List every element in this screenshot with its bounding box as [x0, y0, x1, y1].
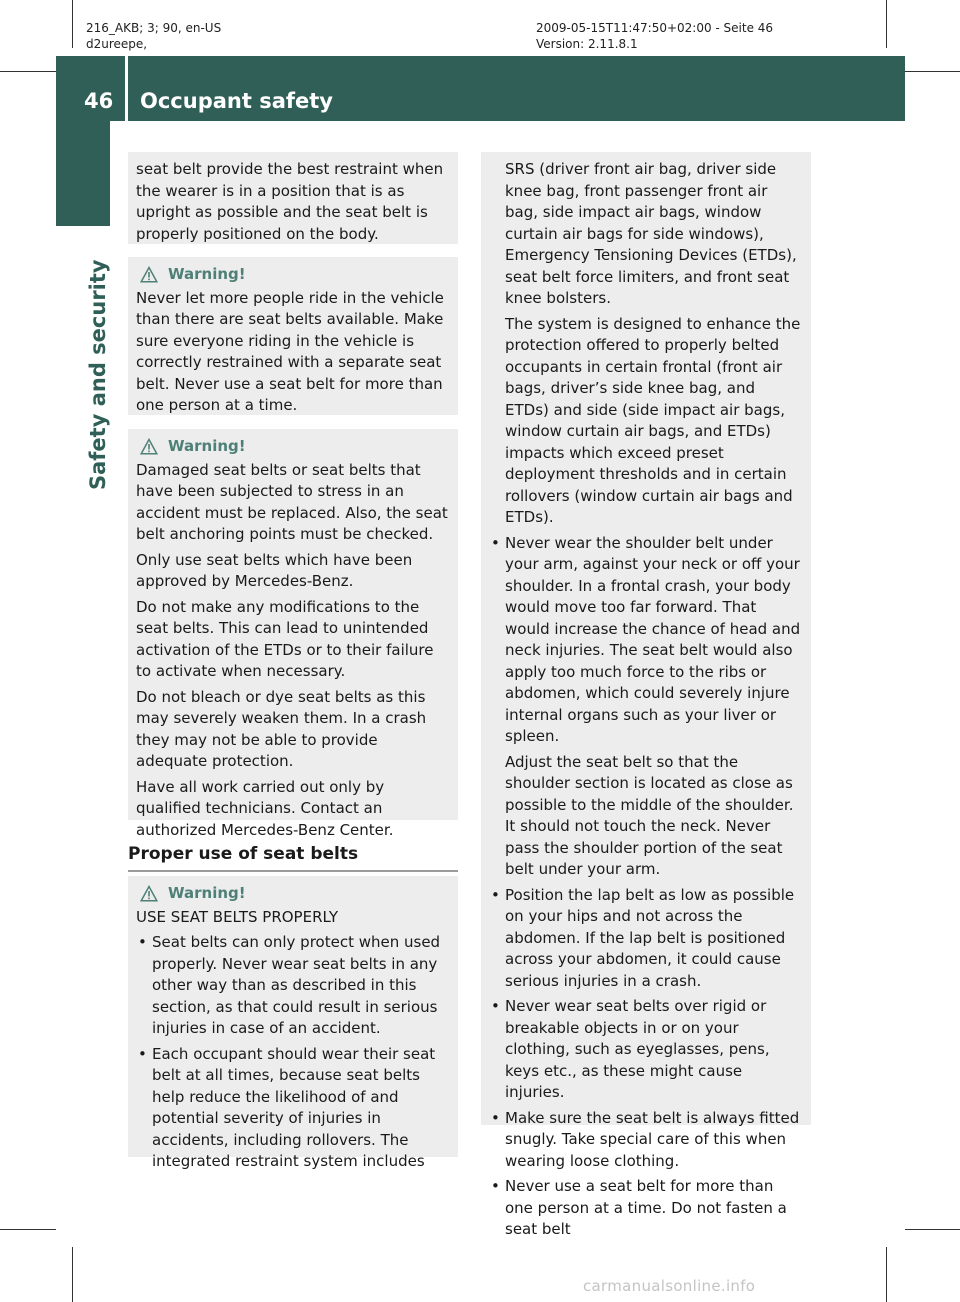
- warning-paragraph: Damaged seat belts or seat belts that have been subjected to stress in an accident must be replaced. Also, the seat belt anchoring points must be checked.: [136, 460, 448, 543]
- warning-title: Warning!: [168, 265, 246, 283]
- print-meta-left-line2: d2ureepe,: [86, 37, 148, 51]
- list-item: • Each occupant should wear their seat belt at all times, because seat belts help reduce the likelihood of and potential severity of injuries in accidents, including rollovers. The integrated restraint system includes: [136, 1044, 450, 1173]
- warning-box-2: [128, 429, 458, 839]
- warning-paragraph: Only use seat belts which have been approved by Mercedes-Benz.: [136, 550, 413, 590]
- print-meta-left-line1: 216_AKB; 3; 90, en-US: [86, 21, 222, 35]
- crop-mark: [72, 1247, 73, 1302]
- crop-mark: [0, 1229, 56, 1230]
- warning-box-1: [128, 257, 458, 415]
- side-tab-box: [56, 121, 110, 226]
- crop-mark: [886, 1247, 887, 1302]
- crop-mark: [72, 0, 73, 48]
- warning-triangle-icon: [140, 266, 158, 283]
- print-meta-right: [536, 20, 773, 52]
- warning-header: [136, 264, 450, 286]
- crop-mark: [905, 71, 960, 72]
- warning-text: Never let more people ride in the vehicle than there are seat belts available. Make sure everyone riding in the vehicle is correctly restrained with a separate seat belt. Never use a seat belt for more than one person at a time.: [136, 288, 444, 414]
- crop-mark: [0, 71, 56, 72]
- warning-triangle-icon: [140, 438, 158, 455]
- warning-triangle-icon: [140, 885, 158, 902]
- watermark: carmanualsonline.info: [583, 1277, 756, 1295]
- list-item: • Never use a seat belt for more than one person at a time. Do not fasten a seat belt: [489, 1176, 803, 1241]
- crop-mark: [905, 1229, 960, 1230]
- warning-paragraph: Have all work carried out only by qualified technicians. Contact an authorized Mercedes-Benz Center.: [136, 777, 394, 839]
- continued-text: The system is designed to enhance the protection offered to properly belted occupants in certain frontal (front air bags, driver’s side knee bag, and ETDs) and side (side impact air bags, window curtain air bags, and ETDs) impacts which exceed preset deployment thresholds and in certain rollovers (window curtain air bags and ETDs).: [505, 314, 801, 526]
- page-title: Occupant safety: [140, 89, 333, 113]
- print-meta-right-line1: 2009-05-15T11:47:50+02:00 - Seite 46: [536, 21, 774, 35]
- warning-title: Warning!: [168, 884, 246, 902]
- intro-text: seat belt provide the best restraint when the wearer is in a position that is as upright as possible and the seat belt is properly positioned on the body.: [136, 160, 444, 243]
- warning-title: Warning!: [168, 437, 246, 455]
- section-heading: Proper use of seat belts: [128, 844, 458, 872]
- continued-text: SRS (driver front air bag, driver side knee bag, front passenger front air bag, side impact air bags, window curtain air bags for side windows), Emergency Tensioning Devices (ETDs), seat belt force limiters, and front seat knee bolsters.: [505, 160, 797, 307]
- warning-header: [136, 436, 450, 458]
- list-item: • Never wear seat belts over rigid or breakable objects in or on your clothing, such as eyeglasses, pens, keys etc., as these might cause injuries.: [489, 996, 803, 1104]
- list-item: • Never wear the shoulder belt under your arm, against your neck or off your shoulder. In a frontal crash, your body would move too far forward. That would increase the chance of head and neck injuries. The seat belt would also apply too much force to the ribs or abdomen, which could severely injure internal organs such as your liver or spleen.: [489, 533, 803, 748]
- warning-box-3-continued: [481, 152, 811, 1238]
- header-separator: [125, 56, 128, 121]
- side-tab-label: Safety and security: [86, 259, 110, 490]
- list-item: • Position the lap belt as low as possible on your hips and not across the abdomen. If the lap belt is positioned across your abdomen, it could cause serious injuries in a crash.: [489, 885, 803, 993]
- list-item: • Seat belts can only protect when used properly. Never wear seat belts in any other way than as described in this section, as that could result in serious injuries in case of an accident.: [136, 932, 450, 1040]
- warning-paragraph: Do not bleach or dye seat belts as this may severely weaken them. In a crash they may not be able to provide adequate protection.: [136, 687, 427, 770]
- warning-header: [136, 883, 450, 905]
- warning-paragraph: Do not make any modifications to the seat belts. This can lead to unintended activation of the ETDs or to their failure to activate when necessary.: [136, 597, 434, 680]
- page-number: 46: [84, 89, 114, 113]
- intro-box: [128, 152, 458, 244]
- list-item: • Make sure the seat belt is always fitted snugly. Take special care of this when wearing loose clothing.: [489, 1108, 803, 1173]
- print-meta-left: [86, 20, 221, 52]
- print-meta-right-line2: Version: 2.11.8.1: [536, 37, 638, 51]
- warning-box-3: [128, 876, 458, 1170]
- list-item-subtext: Adjust the seat belt so that the shoulder section is located as close as possible to the middle of the shoulder. It should not touch the neck. Never pass the shoulder portion of the seat belt under your arm.: [505, 752, 794, 878]
- crop-mark: [886, 0, 887, 48]
- warning-subtitle: USE SEAT BELTS PROPERLY: [136, 907, 339, 926]
